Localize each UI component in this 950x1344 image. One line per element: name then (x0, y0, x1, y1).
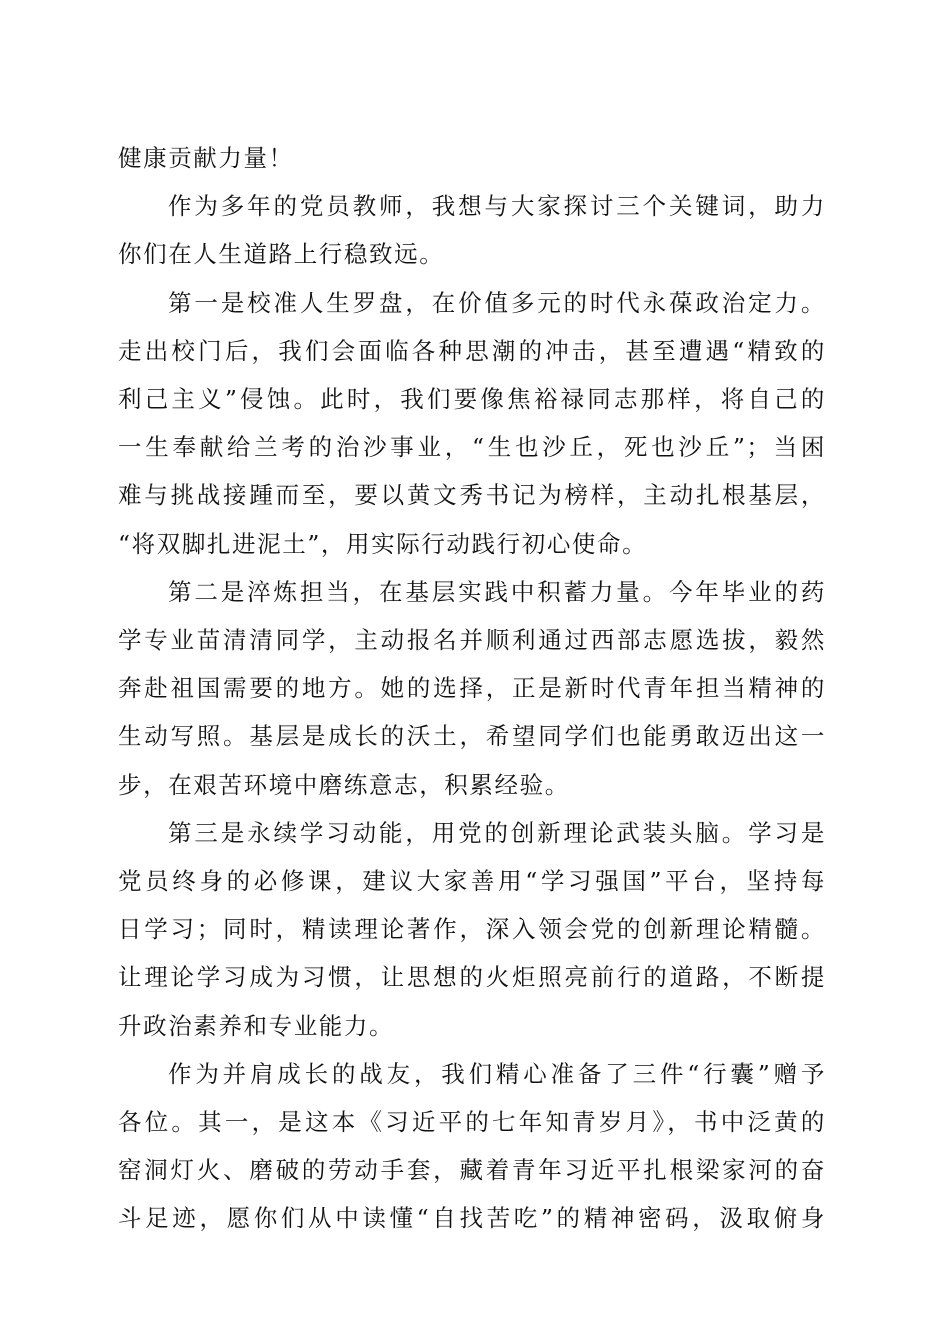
text-line: 第一是校准人生罗盘，在价值多元的时代永葆政治定力。 (168, 288, 826, 317)
paragraph-1 (118, 134, 826, 182)
text-line: “将双脚扎进泥土”，用实际行动践行初心使命。 (118, 529, 648, 558)
text-line: 步，在艰苦环境中磨练意志，积累经验。 (118, 770, 570, 799)
paragraph-2 (118, 182, 826, 278)
text-line: 生动写照。基层是成长的沃土，希望同学们也能勇敢迈出这一 (118, 722, 826, 751)
text-line: 斗足迹，愿你们从中读懂“自找苦吃”的精神密码，汲取俯身 (118, 1204, 826, 1233)
text-line: 学专业苗清清同学，主动报名并顺利通过西部志愿选拔，毅然 (118, 626, 826, 655)
text-line: 窑洞灯火、磨破的劳动手套，藏着青年习近平扎根梁家河的奋 (118, 1156, 826, 1185)
text-line: 你们在人生道路上行稳致远。 (118, 240, 445, 269)
text-line: 走出校门后，我们会面临各种思潮的冲击，甚至遭遇“精致的 (118, 336, 826, 365)
text-line: 难与挑战接踵而至，要以黄文秀书记为榜样，主动扎根基层， (118, 481, 826, 510)
text-line: 第三是永续学习动能，用党的创新理论武装头脑。学习是 (168, 818, 826, 847)
text-line: 作为多年的党员教师，我想与大家探讨三个关键词，助力 (168, 192, 826, 221)
text-line: 升政治素养和专业能力。 (118, 1011, 395, 1040)
text-line: 利己主义”侵蚀。此时，我们要像焦裕禄同志那样，将自己的 (118, 385, 826, 414)
paragraph-4 (118, 568, 826, 809)
text-line: 健康贡献力量！ (118, 144, 294, 172)
paragraph-5 (118, 809, 826, 1050)
text-line: 一生奉献给兰考的治沙事业，“生也沙丘，死也沙丘”；当困 (118, 433, 826, 462)
paragraph-3 (118, 279, 826, 568)
text-line: 奔赴祖国需要的地方。她的选择，正是新时代青年担当精神的 (118, 674, 826, 703)
text-line: 党员终身的必修课，建议大家善用“学习强国”平台，坚持每 (118, 867, 826, 896)
text-line: 各位。其一，是这本《习近平的七年知青岁月》，书中泛黄的 (118, 1108, 826, 1137)
text-line: 第二是淬炼担当，在基层实践中积蓄力量。今年毕业的药 (168, 577, 826, 606)
paragraph-6 (118, 1050, 826, 1243)
document-body (118, 134, 826, 1243)
text-line: 让理论学习成为习惯，让思想的火炬照亮前行的道路，不断提 (118, 963, 826, 992)
text-line: 日学习；同时，精读理论著作，深入领会党的创新理论精髓。 (118, 915, 826, 944)
text-line: 作为并肩成长的战友，我们精心准备了三件“行囊”赠予 (168, 1059, 826, 1088)
